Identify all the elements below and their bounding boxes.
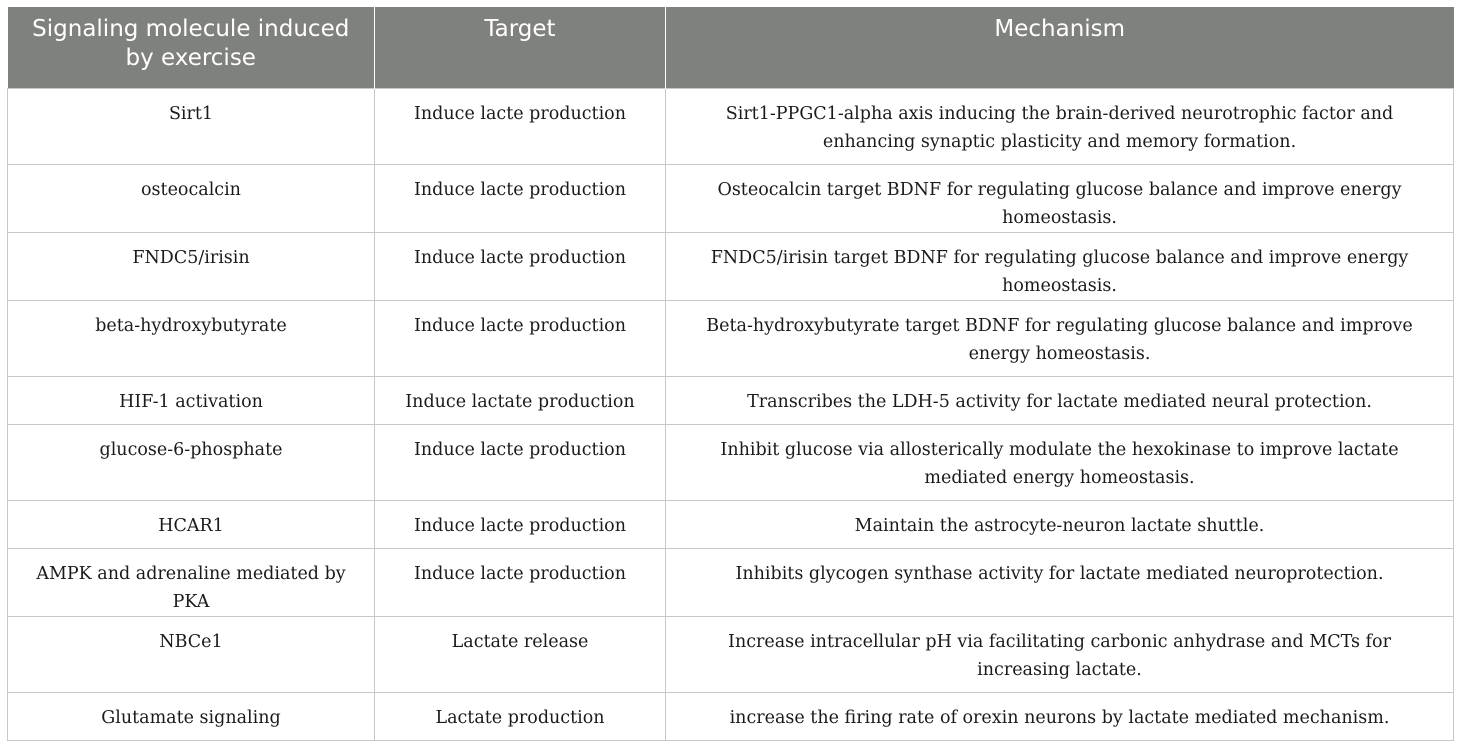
cell-target: Induce lacte production bbox=[375, 164, 666, 232]
data-table bbox=[7, 7, 1454, 741]
table-row bbox=[8, 300, 1454, 376]
table-row bbox=[8, 232, 1454, 300]
cell-target: Induce lacte production bbox=[375, 88, 666, 164]
table-body bbox=[8, 88, 1454, 740]
cell-target: Induce lacte production bbox=[375, 548, 666, 616]
cell-mechanism: Increase intracellular pH via facilitating carbonic anhydrase and MCTs for increasing lactate. bbox=[666, 616, 1454, 692]
table-row bbox=[8, 692, 1454, 740]
cell-molecule: Glutamate signaling bbox=[8, 692, 375, 740]
table-row bbox=[8, 88, 1454, 164]
cell-molecule: glucose-6-phosphate bbox=[8, 424, 375, 500]
header-molecule: Signaling molecule induced by exercise bbox=[8, 7, 375, 88]
cell-molecule: beta-hydroxybutyrate bbox=[8, 300, 375, 376]
header-mechanism: Mechanism bbox=[666, 7, 1454, 88]
cell-target: Lactate production bbox=[375, 692, 666, 740]
cell-mechanism: Osteocalcin target BDNF for regulating glucose balance and improve energy homeostasis. bbox=[666, 164, 1454, 232]
cell-molecule: HIF-1 activation bbox=[8, 376, 375, 424]
cell-mechanism: Beta-hydroxybutyrate target BDNF for regulating glucose balance and improve energy homeostasis. bbox=[666, 300, 1454, 376]
table-row bbox=[8, 548, 1454, 616]
table-row bbox=[8, 424, 1454, 500]
cell-molecule: FNDC5/irisin bbox=[8, 232, 375, 300]
header-row bbox=[8, 7, 1454, 88]
table-row bbox=[8, 616, 1454, 692]
table-row bbox=[8, 376, 1454, 424]
header-target: Target bbox=[375, 7, 666, 88]
cell-target: Lactate release bbox=[375, 616, 666, 692]
cell-mechanism: Inhibit glucose via allosterically modulate the hexokinase to improve lactate mediated energy homeostasis. bbox=[666, 424, 1454, 500]
cell-molecule: NBCe1 bbox=[8, 616, 375, 692]
cell-target: Induce lactate production bbox=[375, 376, 666, 424]
cell-mechanism: Maintain the astrocyte-neuron lactate shuttle. bbox=[666, 500, 1454, 548]
cell-mechanism: increase the firing rate of orexin neurons by lactate mediated mechanism. bbox=[666, 692, 1454, 740]
table-row bbox=[8, 500, 1454, 548]
cell-mechanism: FNDC5/irisin target BDNF for regulating glucose balance and improve energy homeostasis. bbox=[666, 232, 1454, 300]
table-row bbox=[8, 164, 1454, 232]
cell-mechanism: Inhibits glycogen synthase activity for lactate mediated neuroprotection. bbox=[666, 548, 1454, 616]
cell-molecule: HCAR1 bbox=[8, 500, 375, 548]
cell-target: Induce lacte production bbox=[375, 300, 666, 376]
cell-molecule: Sirt1 bbox=[8, 88, 375, 164]
cell-target: Induce lacte production bbox=[375, 232, 666, 300]
table-header bbox=[8, 7, 1454, 88]
cell-molecule: osteocalcin bbox=[8, 164, 375, 232]
cell-mechanism: Sirt1-PPGC1-alpha axis inducing the brain-derived neurotrophic factor and enhancing synaptic plasticity and memory formation. bbox=[666, 88, 1454, 164]
cell-molecule: AMPK and adrenaline mediated by PKA bbox=[8, 548, 375, 616]
cell-target: Induce lacte production bbox=[375, 424, 666, 500]
cell-target: Induce lacte production bbox=[375, 500, 666, 548]
cell-mechanism: Transcribes the LDH-5 activity for lactate mediated neural protection. bbox=[666, 376, 1454, 424]
